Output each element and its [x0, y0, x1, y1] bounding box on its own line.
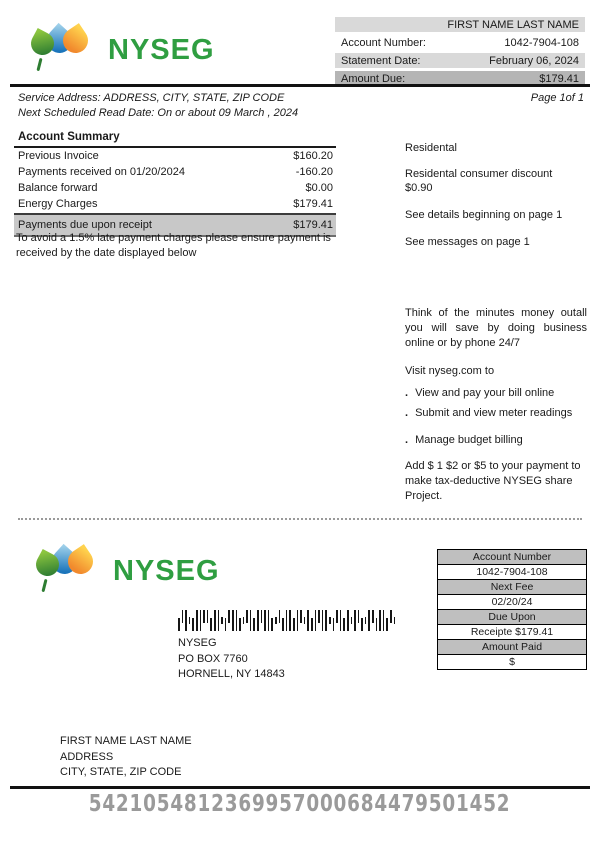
service-class-note: Residental [405, 142, 457, 154]
late-payment-note: To avoid a 1.5% late payment charges please ensure payment is received by the date displayed below [16, 232, 331, 259]
payee-line: PO BOX 7760 [178, 652, 248, 665]
table-row [14, 164, 336, 180]
list-item: . Submit and view meter readings [405, 406, 587, 420]
remit-value: 1042-7904-108 [438, 565, 586, 580]
mailing-address-block [60, 734, 192, 781]
statement-header-box [335, 17, 585, 89]
promo-paragraph: Think of the minutes money outall you will save by doing business online or by phone 24/7 [405, 307, 587, 349]
account-summary-table [14, 131, 336, 237]
service-address: Service Address: ADDRESS, CITY, STATE, ZIP CODE [18, 92, 285, 104]
payee-line: NYSEG [178, 637, 217, 649]
bottom-divider-rule [10, 786, 590, 789]
tear-off-separator [18, 518, 582, 520]
discount-label: Residental consumer discount [405, 168, 553, 180]
leaf-logo-icon [35, 543, 99, 599]
remit-value: Receipte $179.41 [438, 625, 586, 640]
remit-value: 02/20/24 [438, 595, 586, 610]
see-details-note: See details beginning on page 1 [405, 209, 563, 221]
row-value: $179.41 [293, 198, 333, 210]
page-number: Page 1of 1 [530, 92, 584, 104]
row-value: $179.41 [293, 219, 333, 231]
statement-date-value: February 06, 2024 [489, 54, 579, 67]
remit-header: Amount Paid [438, 640, 586, 655]
discount-note [405, 167, 587, 195]
service-address-line [18, 92, 584, 104]
list-item: . Manage budget billing [405, 433, 587, 447]
mailing-line: ADDRESS [60, 750, 114, 763]
account-number-value: 1042-7904-108 [504, 36, 579, 49]
row-value: $0.00 [305, 182, 333, 194]
customer-name-row [335, 17, 585, 32]
remit-header: Account Number [438, 550, 586, 565]
customer-name: FIRST NAME LAST NAME [447, 18, 579, 31]
brand-wordmark: NYSEG [113, 554, 220, 587]
payee-address-block [178, 636, 285, 683]
scanline-number: 5421054812369957000684479501452 [89, 791, 511, 817]
next-read-date: Next Scheduled Read Date: On or about 09 March , 2024 [18, 107, 299, 119]
remit-value: $ [438, 655, 586, 669]
visit-line: Visit nyseg.com to [405, 365, 495, 377]
statement-date-row [335, 53, 585, 68]
row-label: Energy Charges [18, 198, 98, 210]
nyseg-logo [35, 543, 220, 599]
mailing-line: CITY, STATE, ZIP CODE [60, 766, 182, 778]
account-summary-title: Account Summary [14, 131, 336, 148]
row-value: -160.20 [295, 166, 333, 178]
scanline-container [0, 791, 600, 817]
leaf-stem-icon [41, 579, 47, 592]
row-label: Payments due upon receipt [18, 219, 152, 231]
row-value: $160.20 [293, 150, 333, 162]
statement-date-label: Statement Date: [341, 54, 421, 67]
leaf-logo-icon [30, 22, 94, 78]
amount-due-label: Amount Due: [341, 72, 406, 85]
brand-wordmark: NYSEG [108, 33, 215, 66]
remit-header: Next Fee [438, 580, 586, 595]
account-number-label: Account Number: [341, 36, 426, 49]
row-label: Previous Invoice [18, 150, 99, 162]
nyseg-logo [30, 22, 215, 78]
mailing-line: FIRST NAME LAST NAME [60, 735, 192, 747]
remit-header: Due Upon [438, 610, 586, 625]
table-row [14, 180, 336, 196]
amount-due-value: $179.41 [539, 72, 579, 85]
donation-note: Add $ 1 $2 or $5 to your payment to make tax-deductive NYSEG share Project. [405, 460, 581, 502]
leaf-stem-icon [36, 58, 42, 71]
table-row [14, 196, 336, 212]
row-label: Payments received on 01/20/2024 [18, 166, 185, 178]
table-row [14, 148, 336, 164]
see-messages-note: See messages on page 1 [405, 236, 530, 248]
postal-barcode-icon [178, 610, 397, 631]
list-item: . View and pay your bill online [405, 386, 587, 400]
row-label: Balance forward [18, 182, 98, 194]
top-divider-rule [10, 84, 590, 87]
account-number-row [335, 35, 585, 50]
remittance-table [437, 549, 587, 670]
payee-line: HORNELL, NY 14843 [178, 668, 285, 680]
discount-value: $0.90 [405, 182, 433, 194]
